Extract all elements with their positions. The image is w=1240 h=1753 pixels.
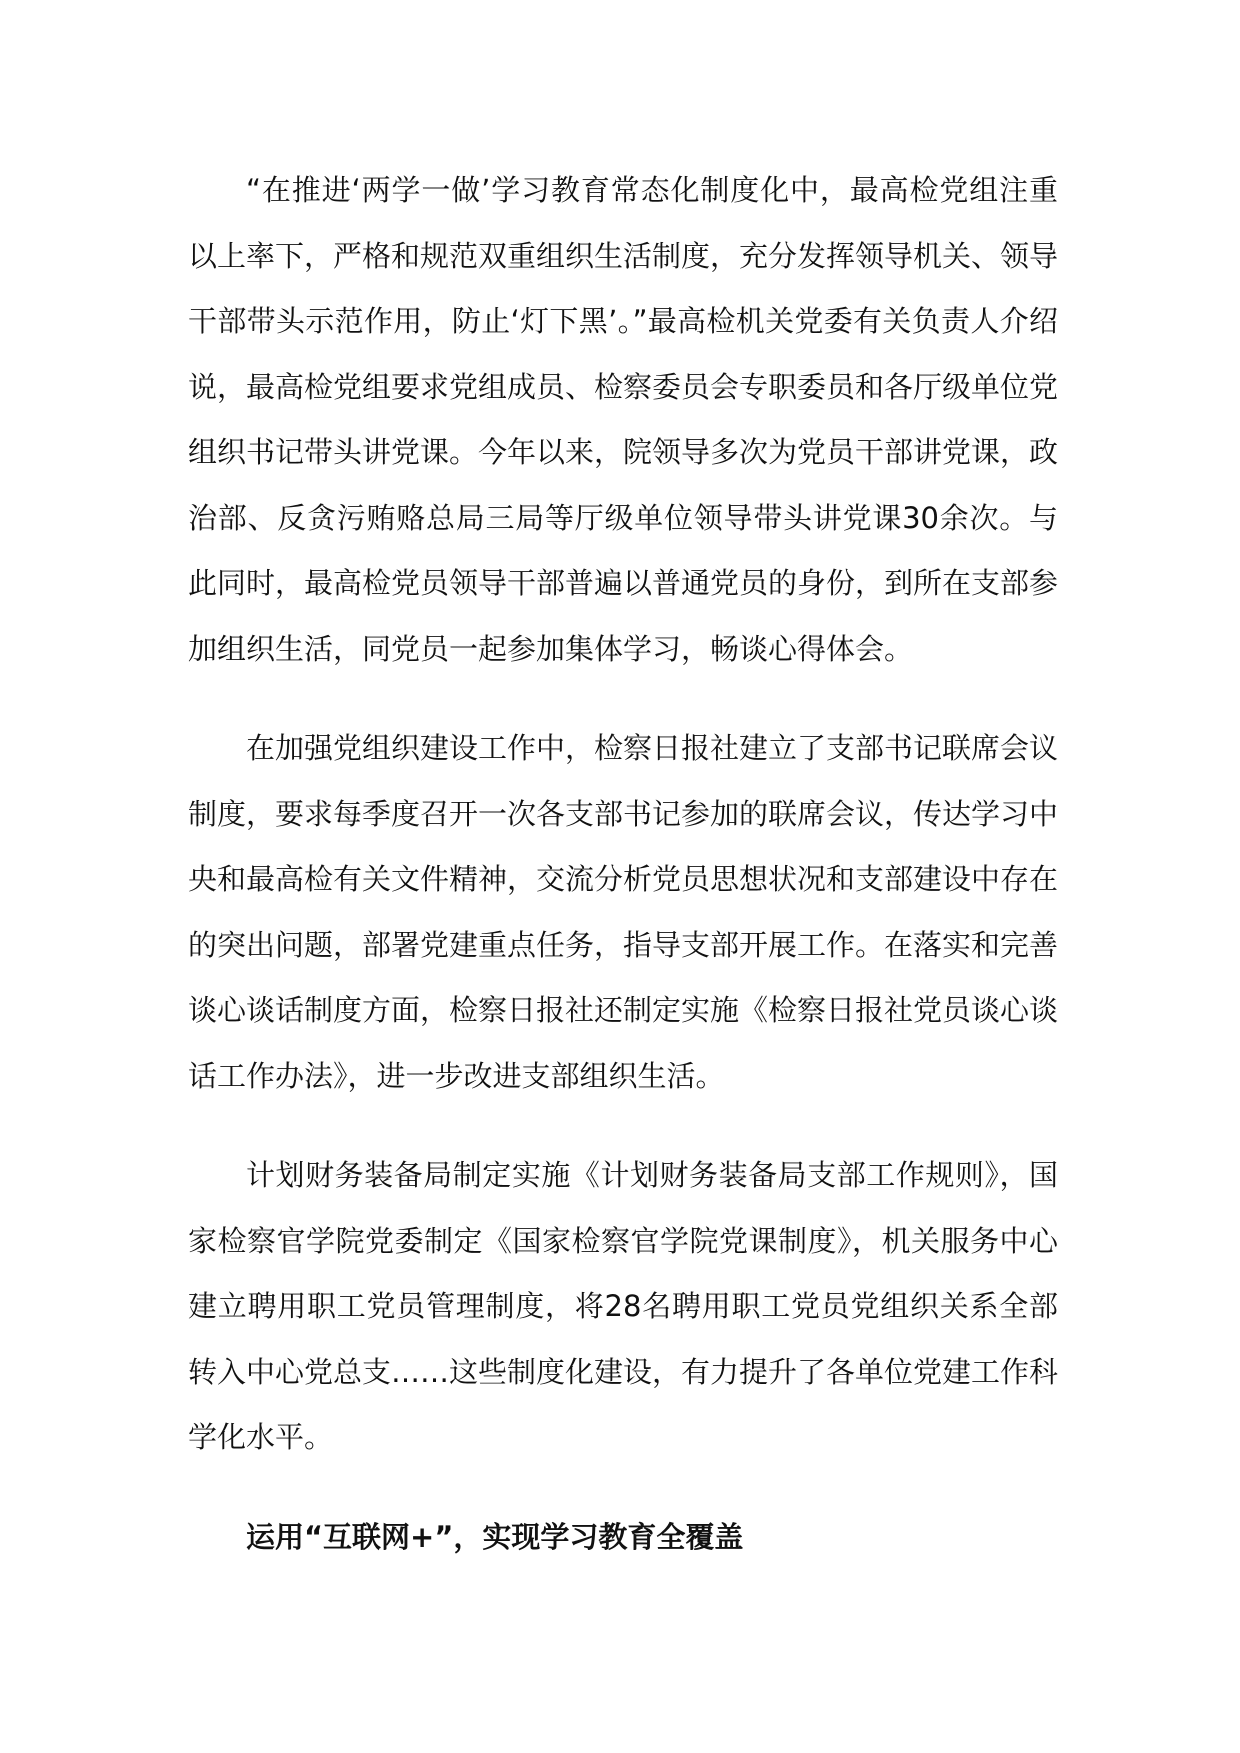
document-page — [188, 158, 1058, 1570]
paragraph-2: 在加强党组织建设工作中，检察日报社建立了支部书记联席会议制度，要求每季度召开一次各支部书记参加的联席会议，传达学习中央和最高检有关文件精神，交流分析党员思想状况和支部建设中存在的突出问题，部署党建重点任务，指导支部开展工作。在落实和完善谈心谈话制度方面，检察日报社还制定实施《检察日报社党员谈心谈话工作办法》，进一步改进支部组织生活。 — [188, 731, 1059, 1093]
section-heading: 运用“互联网+”，实现学习教育全覆盖 — [246, 1519, 744, 1554]
paragraph-1: “在推进‘两学一做’学习教育常态化制度化中，最高检党组注重以上率下，严格和规范双重组织生活制度，充分发挥领导机关、领导干部带头示范作用，防止‘灯下黑’。”最高检机关党委有关负责人介绍说，最高检党组要求党组成员、检察委员会专职委员和各厅级单位党组织书记带头讲党课。今年以来，院领导多次为党员干部讲党课，政治部、反贪污贿赂总局三局等厅级单位领导带头讲党课30余次。与此同时，最高检党员领导干部普遍以普通党员的身份，到所在支部参加组织生活，同党员一起参加集体学习，畅谈心得体会。 — [188, 173, 1059, 666]
paragraph-3: 计划财务装备局制定实施《计划财务装备局支部工作规则》，国家检察官学院党委制定《国家检察官学院党课制度》，机关服务中心建立聘用职工党员管理制度，将28名聘用职工党员党组织关系全部转入中心党总支……这些制度化建设，有力提升了各单位党建工作科学化水平。 — [188, 1158, 1059, 1454]
